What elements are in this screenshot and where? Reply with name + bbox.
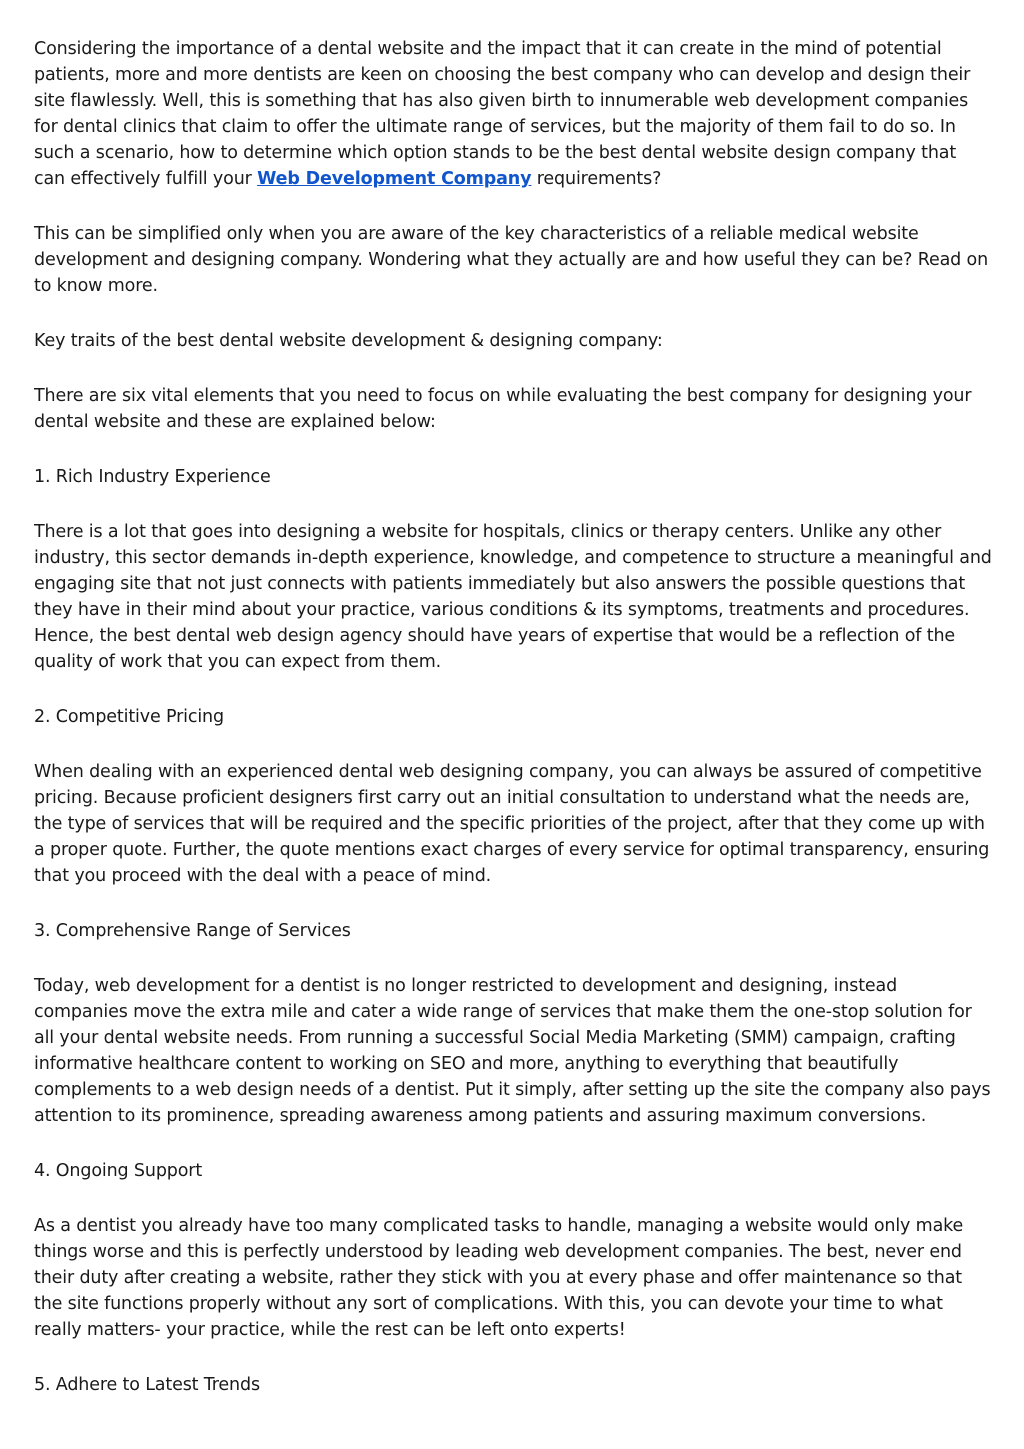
section-heading-pricing: 2. Competitive Pricing — [34, 707, 224, 727]
section-heading-support: 4. Ongoing Support — [34, 1161, 203, 1181]
paragraph-pricing: When dealing with an experienced dental web designing company, you can always be assured of competitive pricing. Because proficient designers first carry out an initial consultation to understand what the needs are, the type of services that will be required and the specific priorities of the project, after that they come up with a proper quote. Further, the quote mentions exact charges of every service for optimal transparency, ensuring that you proceed with the deal with a peace of mind. — [34, 762, 990, 886]
intro-paragraph — [34, 36, 992, 192]
intro-text-end: requirements? — [531, 169, 662, 189]
section-heading-experience: 1. Rich Industry Experience — [34, 467, 271, 487]
paragraph-services: Today, web development for a dentist is no longer restricted to development and designing, instead companies move the extra mile and cater a wide range of services that make them the one-stop solution for all your dental website needs. From running a successful Social Media Marketing (SMM) campaign, crafting informative healthcare content to working on SEO and more, anything to everything that beautifully complements to a web design needs of a dentist. Put it simply, after setting up the site the company also pays attention to its prominence, spreading awareness among patients and assuring maximum conversions. — [34, 976, 991, 1126]
section-heading-services: 3. Comprehensive Range of Services — [34, 921, 351, 941]
paragraph-simplified: This can be simplified only when you are aware of the key characteristics of a reliable medical website development and designing company. Wondering what they actually are and how useful they can be? Read on to know more. — [34, 224, 989, 296]
web-development-company-link[interactable]: Web Development Company — [257, 169, 532, 189]
intro-text: Considering the importance of a dental website and the impact that it can create in the mind of potential patients, more and more dentists are keen on choosing the best company who can develop and design their site flawlessly. Well, this is something that has also given birth to innumerable web development companies for dental clinics that claim to offer the ultimate range of services, but the majority of them fail to do so. In such a scenario, how to determine which option stands to be the best dental website design company that can effectively fulfill your — [34, 39, 971, 189]
section-heading-trends: 5. Adhere to Latest Trends — [34, 1375, 260, 1395]
paragraph-experience: There is a lot that goes into designing a website for hospitals, clinics or therapy centers. Unlike any other industry, this sector demands in-depth experience, knowledge, and competence to structure a meaningful and engaging site that not just connects with patients immediately but also answers the possible questions that they have in their mind about your practice, various conditions & its symptoms, treatments and procedures. Hence, the best dental web design agency should have years of expertise that would be a reflection of the quality of work that you can expect from them. — [34, 522, 992, 672]
key-traits-heading: Key traits of the best dental website development & designing company: — [34, 331, 663, 351]
paragraph-support: As a dentist you already have too many complicated tasks to handle, managing a website would only make things worse and this is perfectly understood by leading web development companies. The best, never end their duty after creating a website, rather they stick with you at every phase and offer maintenance so that the site functions properly without any sort of complications. With this, you can devote your time to what really matters- your practice, while the rest can be left onto experts! — [34, 1216, 964, 1340]
document-body — [34, 36, 992, 1427]
paragraph-six-elements: There are six vital elements that you need to focus on while evaluating the best company for designing your dental website and these are explained below: — [34, 386, 972, 432]
